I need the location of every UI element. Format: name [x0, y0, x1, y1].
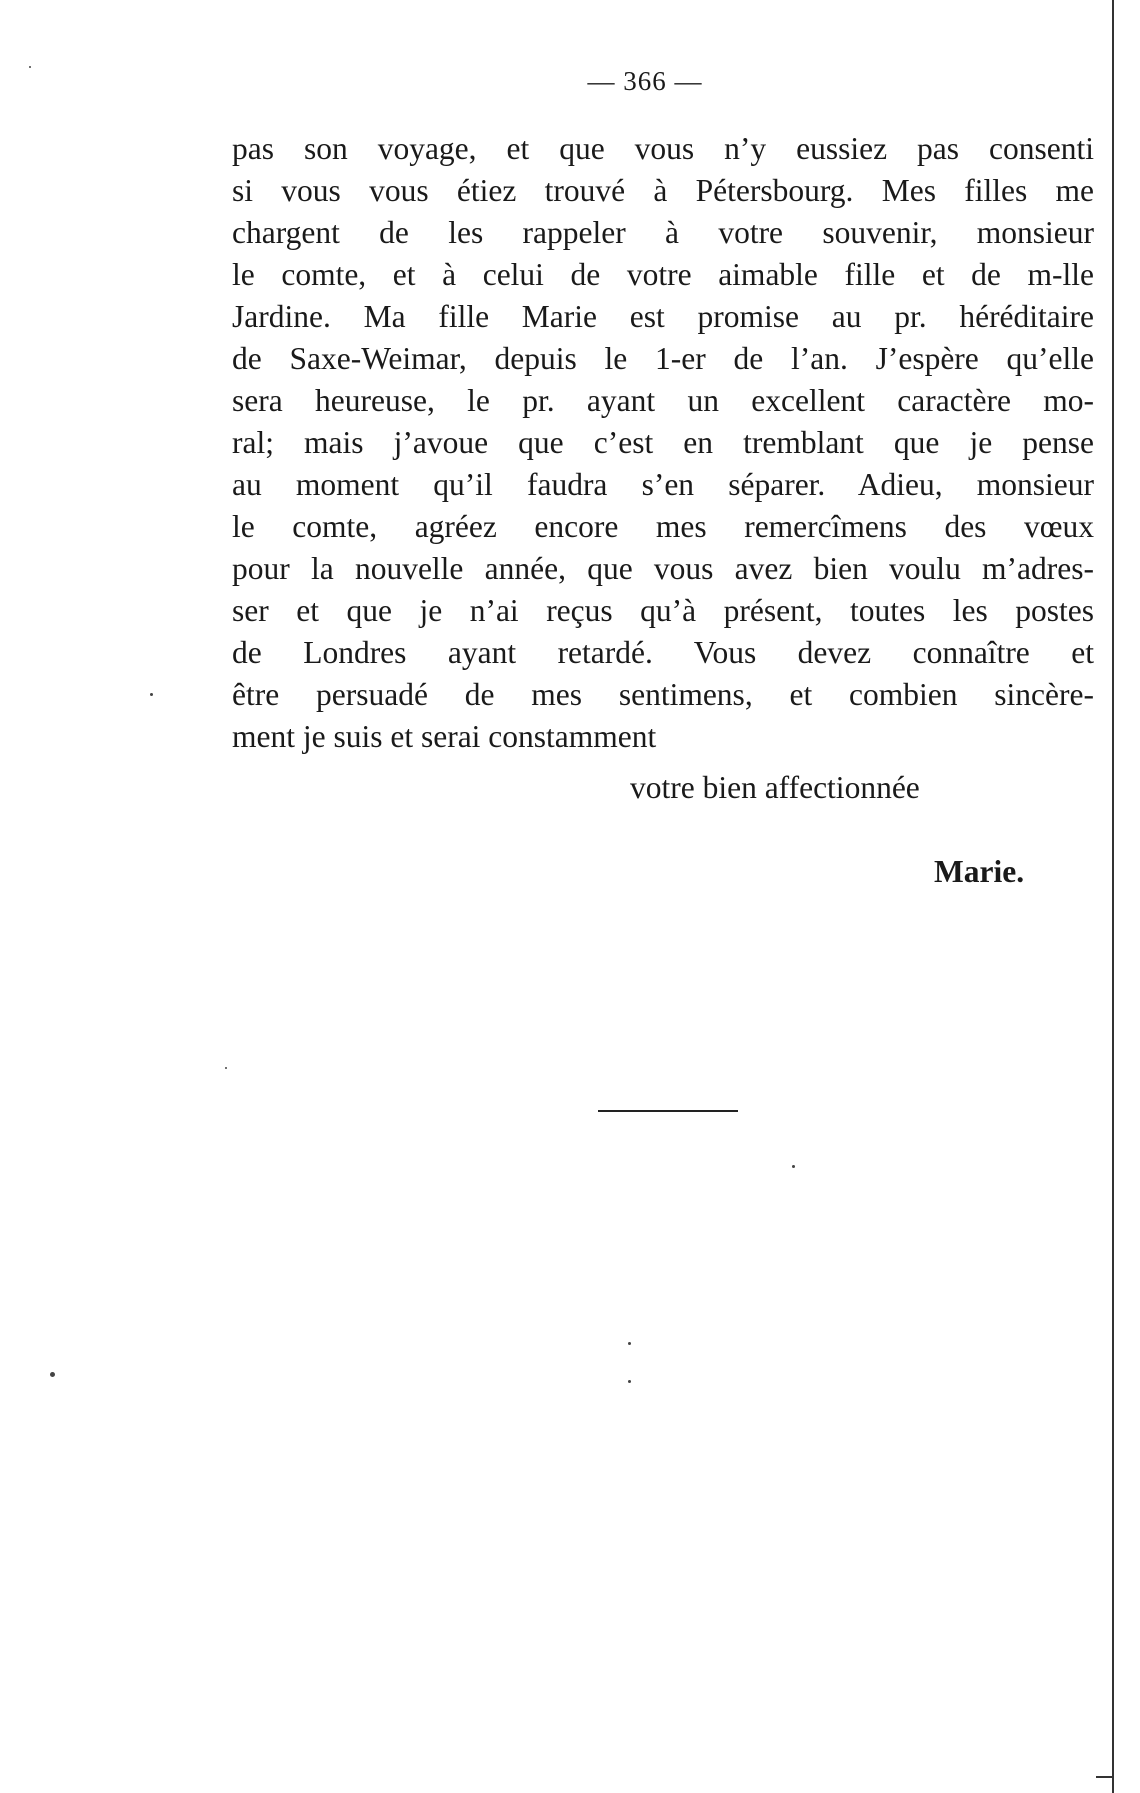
signature: Marie.: [934, 854, 1025, 889]
text-line: ment je suis et serai constamment: [232, 719, 657, 754]
text-line: de Saxe-Weimar, depuis le 1-er de l’an. J’espère qu’elle: [232, 341, 1094, 376]
text-line: pour la nouvelle année, que vous avez bien voulu m’adres-: [232, 551, 1094, 586]
scan-speck: [628, 1380, 631, 1383]
scan-speck: [225, 1067, 227, 1069]
scan-speck: [29, 66, 31, 68]
text-line: pas son voyage, et que vous n’y eussiez pas consenti: [232, 131, 1094, 166]
page-edge-line: [1112, 0, 1114, 1793]
page-edge-foot: [1096, 1776, 1114, 1778]
text-line: de Londres ayant retardé. Vous devez connaître et: [232, 635, 1094, 670]
text-line: ral; mais j’avoue que c’est en tremblant que je pense: [232, 425, 1094, 460]
text-line: ser et que je n’ai reçus qu’à présent, toutes les postes: [232, 593, 1094, 628]
text-line: Jardine. Ma fille Marie est promise au pr. héréditaire: [232, 299, 1094, 334]
text-line: le comte, agréez encore mes remercîmens des vœux: [232, 509, 1094, 544]
scan-speck: [150, 693, 153, 696]
text-line: chargent de les rappeler à votre souvenir, monsieur: [232, 215, 1094, 250]
text-line: être persuadé de mes sentimens, et combien sincère-: [232, 677, 1094, 712]
text-line: au moment qu’il faudra s’en séparer. Adieu, monsieur: [232, 467, 1094, 502]
text-line: sera heureuse, le pr. ayant un excellent caractère mo-: [232, 383, 1094, 418]
scan-speck: [792, 1165, 795, 1168]
closing-formula: votre bien affectionnée: [630, 770, 920, 805]
section-rule: [598, 1110, 738, 1112]
page-number: — 366 —: [587, 66, 703, 96]
scan-speck: [50, 1372, 55, 1377]
body-text: [232, 128, 1094, 758]
text-line: si vous vous étiez trouvé à Pétersbourg. Mes filles me: [232, 173, 1094, 208]
text-line: le comte, et à celui de votre aimable fille et de m-lle: [232, 257, 1094, 292]
scan-speck: [628, 1342, 631, 1345]
